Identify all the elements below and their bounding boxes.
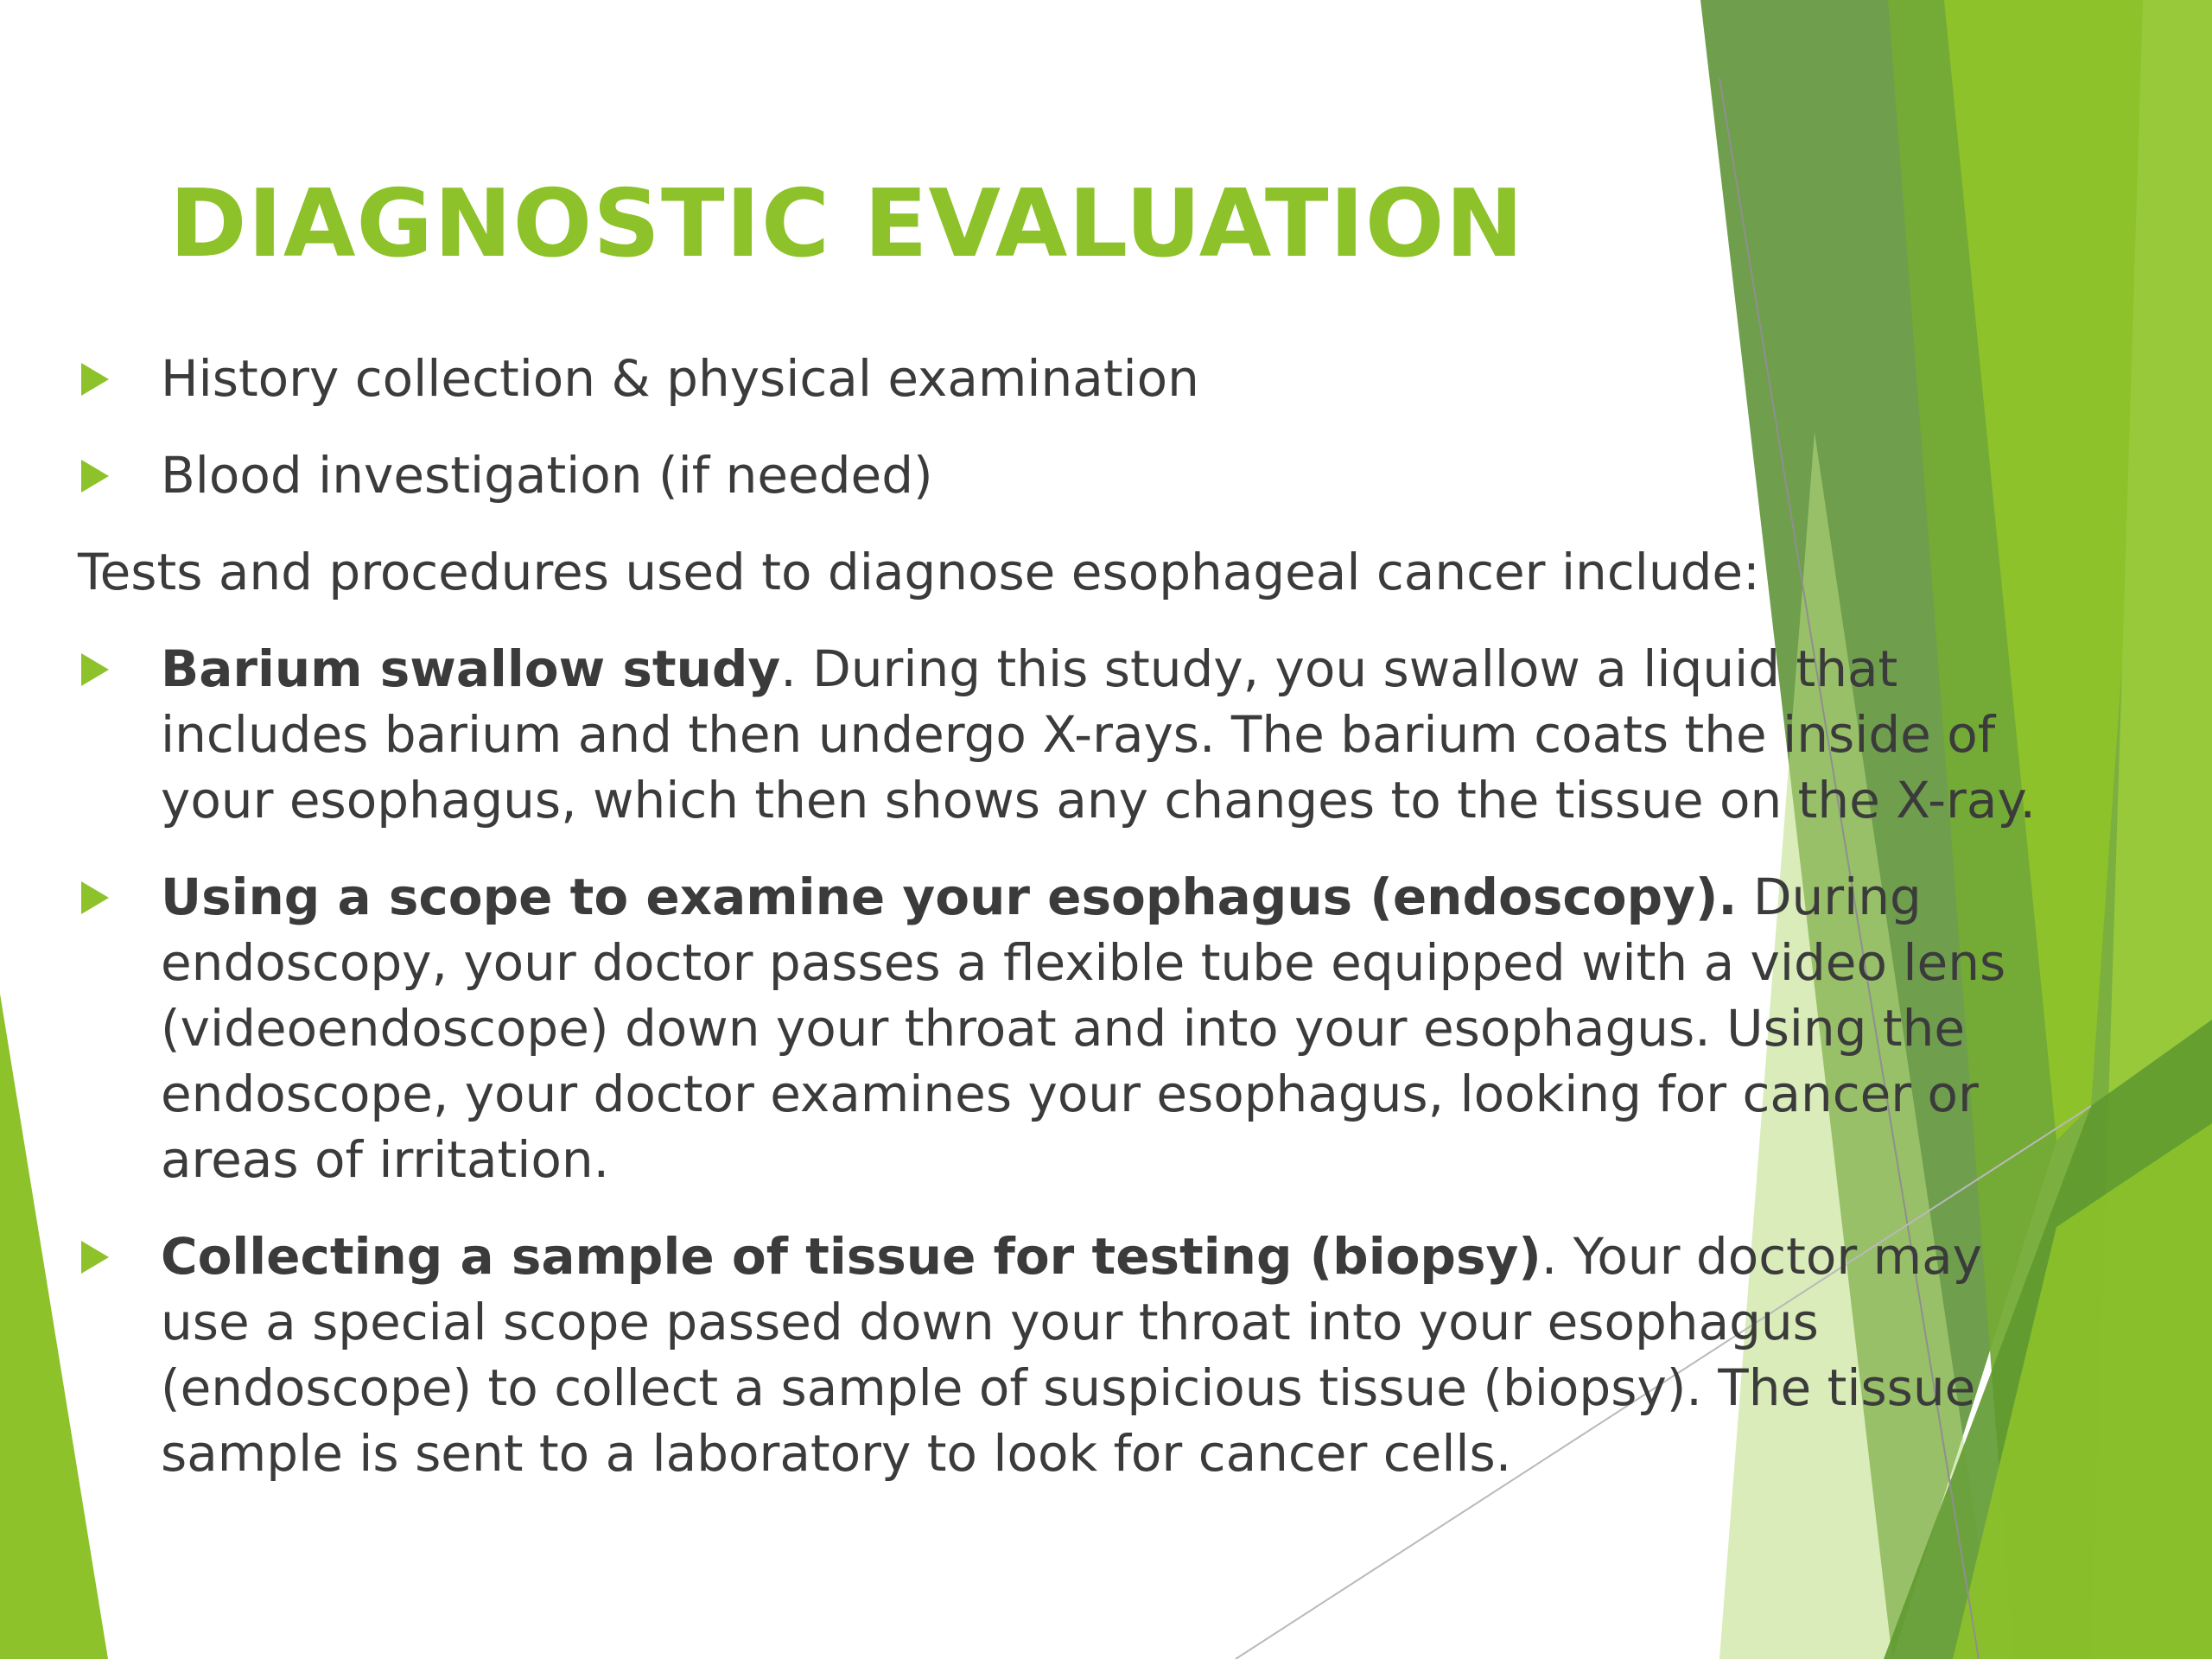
bullet-text: Blood investigation (if needed) [161, 446, 933, 505]
slide-title: DIAGNOSTIC EVALUATION [169, 170, 1524, 278]
bullet-lead-text: Using a scope to examine your esophagus (endoscopy). [161, 868, 1738, 926]
bullet-item [78, 346, 2065, 411]
bullet-text: During endoscopy, your doctor passes a flexible tube equipped with a video lens (videoendoscope) down your throat and into your esophagus. Using the endoscope, your doctor examines your esophagus, looking for cancer or areas of irritation. [161, 868, 2006, 1189]
bullet-item [78, 864, 2065, 1192]
bullet-text: . Your doctor may use a special scope passed down your throat into your esophagus (endoscope) to collect a sample of suspicious tissue (biopsy). The tissue sample is sent to a laboratory to look for cancer cells. [161, 1227, 1982, 1483]
bullet-text: Tests and procedures used to diagnose esophageal cancer include: [78, 543, 1760, 601]
bullet-item [78, 1224, 2065, 1486]
triangle-right-icon [81, 881, 109, 914]
bullet-lead-text: Barium swallow study [161, 639, 781, 698]
triangle-right-icon [81, 363, 109, 396]
bullet-text: . During this study, you swallow a liquid that includes barium and then undergo X-rays. The barium coats the inside of your esophagus, which then shows any changes to the tissue on the X-ray. [161, 639, 2036, 830]
slide-content [78, 346, 2065, 1517]
triangle-right-icon [81, 1241, 109, 1274]
body-text [78, 539, 2065, 605]
triangle-right-icon [81, 653, 109, 686]
bullet-item [78, 442, 2065, 508]
bullet-lead-text: Collecting a sample of tissue for testing (biopsy) [161, 1227, 1541, 1286]
bullet-text: History collection & physical examination [161, 349, 1199, 408]
bullet-item [78, 636, 2065, 833]
triangle-right-icon [81, 460, 109, 493]
